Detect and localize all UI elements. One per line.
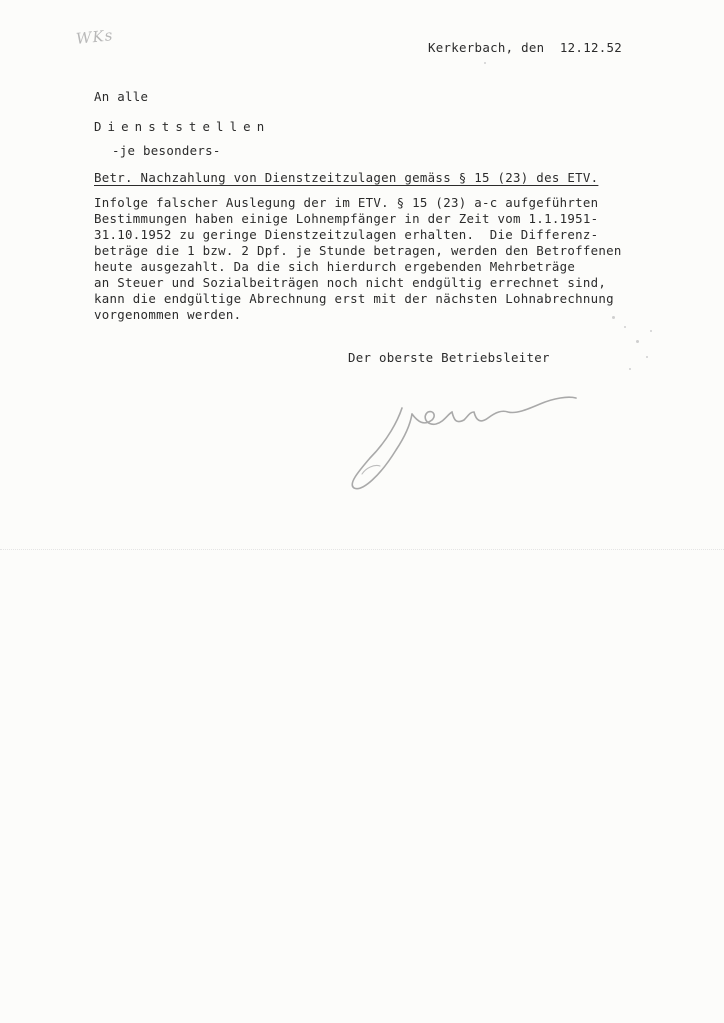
paper-speck	[612, 316, 615, 319]
handwritten-signature	[340, 380, 600, 500]
recipient-line-2: Dienststellen	[94, 119, 271, 134]
recipient-line-3: -je besonders-	[112, 143, 221, 158]
paper-speck	[629, 368, 631, 370]
paper-fold-mark	[0, 549, 724, 551]
body-line: Bestimmungen haben einige Lohnempfänger in der Zeit vom 1.1.1951-	[94, 211, 599, 226]
paper-speck	[484, 62, 486, 64]
place-and-date: Kerkerbach, den 12.12.52	[428, 40, 622, 55]
body-line: heute ausgezahlt. Da die sich hierdurch ergebenden Mehrbeträge	[94, 259, 576, 274]
paper-speck	[646, 356, 648, 358]
subject-line: Betr. Nachzahlung von Dienstzeitzulagen gemäss § 15 (23) des ETV.	[94, 170, 599, 185]
body-line: Infolge falscher Auslegung der im ETV. § 15 (23) a-c aufgeführten	[94, 195, 599, 210]
paper-speck	[650, 330, 652, 332]
body-line: kann die endgültige Abrechnung erst mit der nächsten Lohnabrechnung	[94, 291, 614, 306]
body-line: vorgenommen werden.	[94, 307, 242, 322]
paper-speck	[624, 326, 626, 328]
paper-speck	[636, 340, 639, 343]
body-line: an Steuer und Sozialbeiträgen noch nicht endgültig errechnet sind,	[94, 275, 607, 290]
body-line: 31.10.1952 zu geringe Dienstzeitzulagen erhalten. Die Differenz-	[94, 227, 599, 242]
body-line: beträge die 1 bzw. 2 Dpf. je Stunde betragen, werden den Betroffenen	[94, 243, 622, 258]
signature-title: Der oberste Betriebsleiter	[348, 350, 550, 365]
recipient-line-1: An alle	[94, 89, 149, 104]
pencil-annotation: WKs	[75, 26, 115, 48]
